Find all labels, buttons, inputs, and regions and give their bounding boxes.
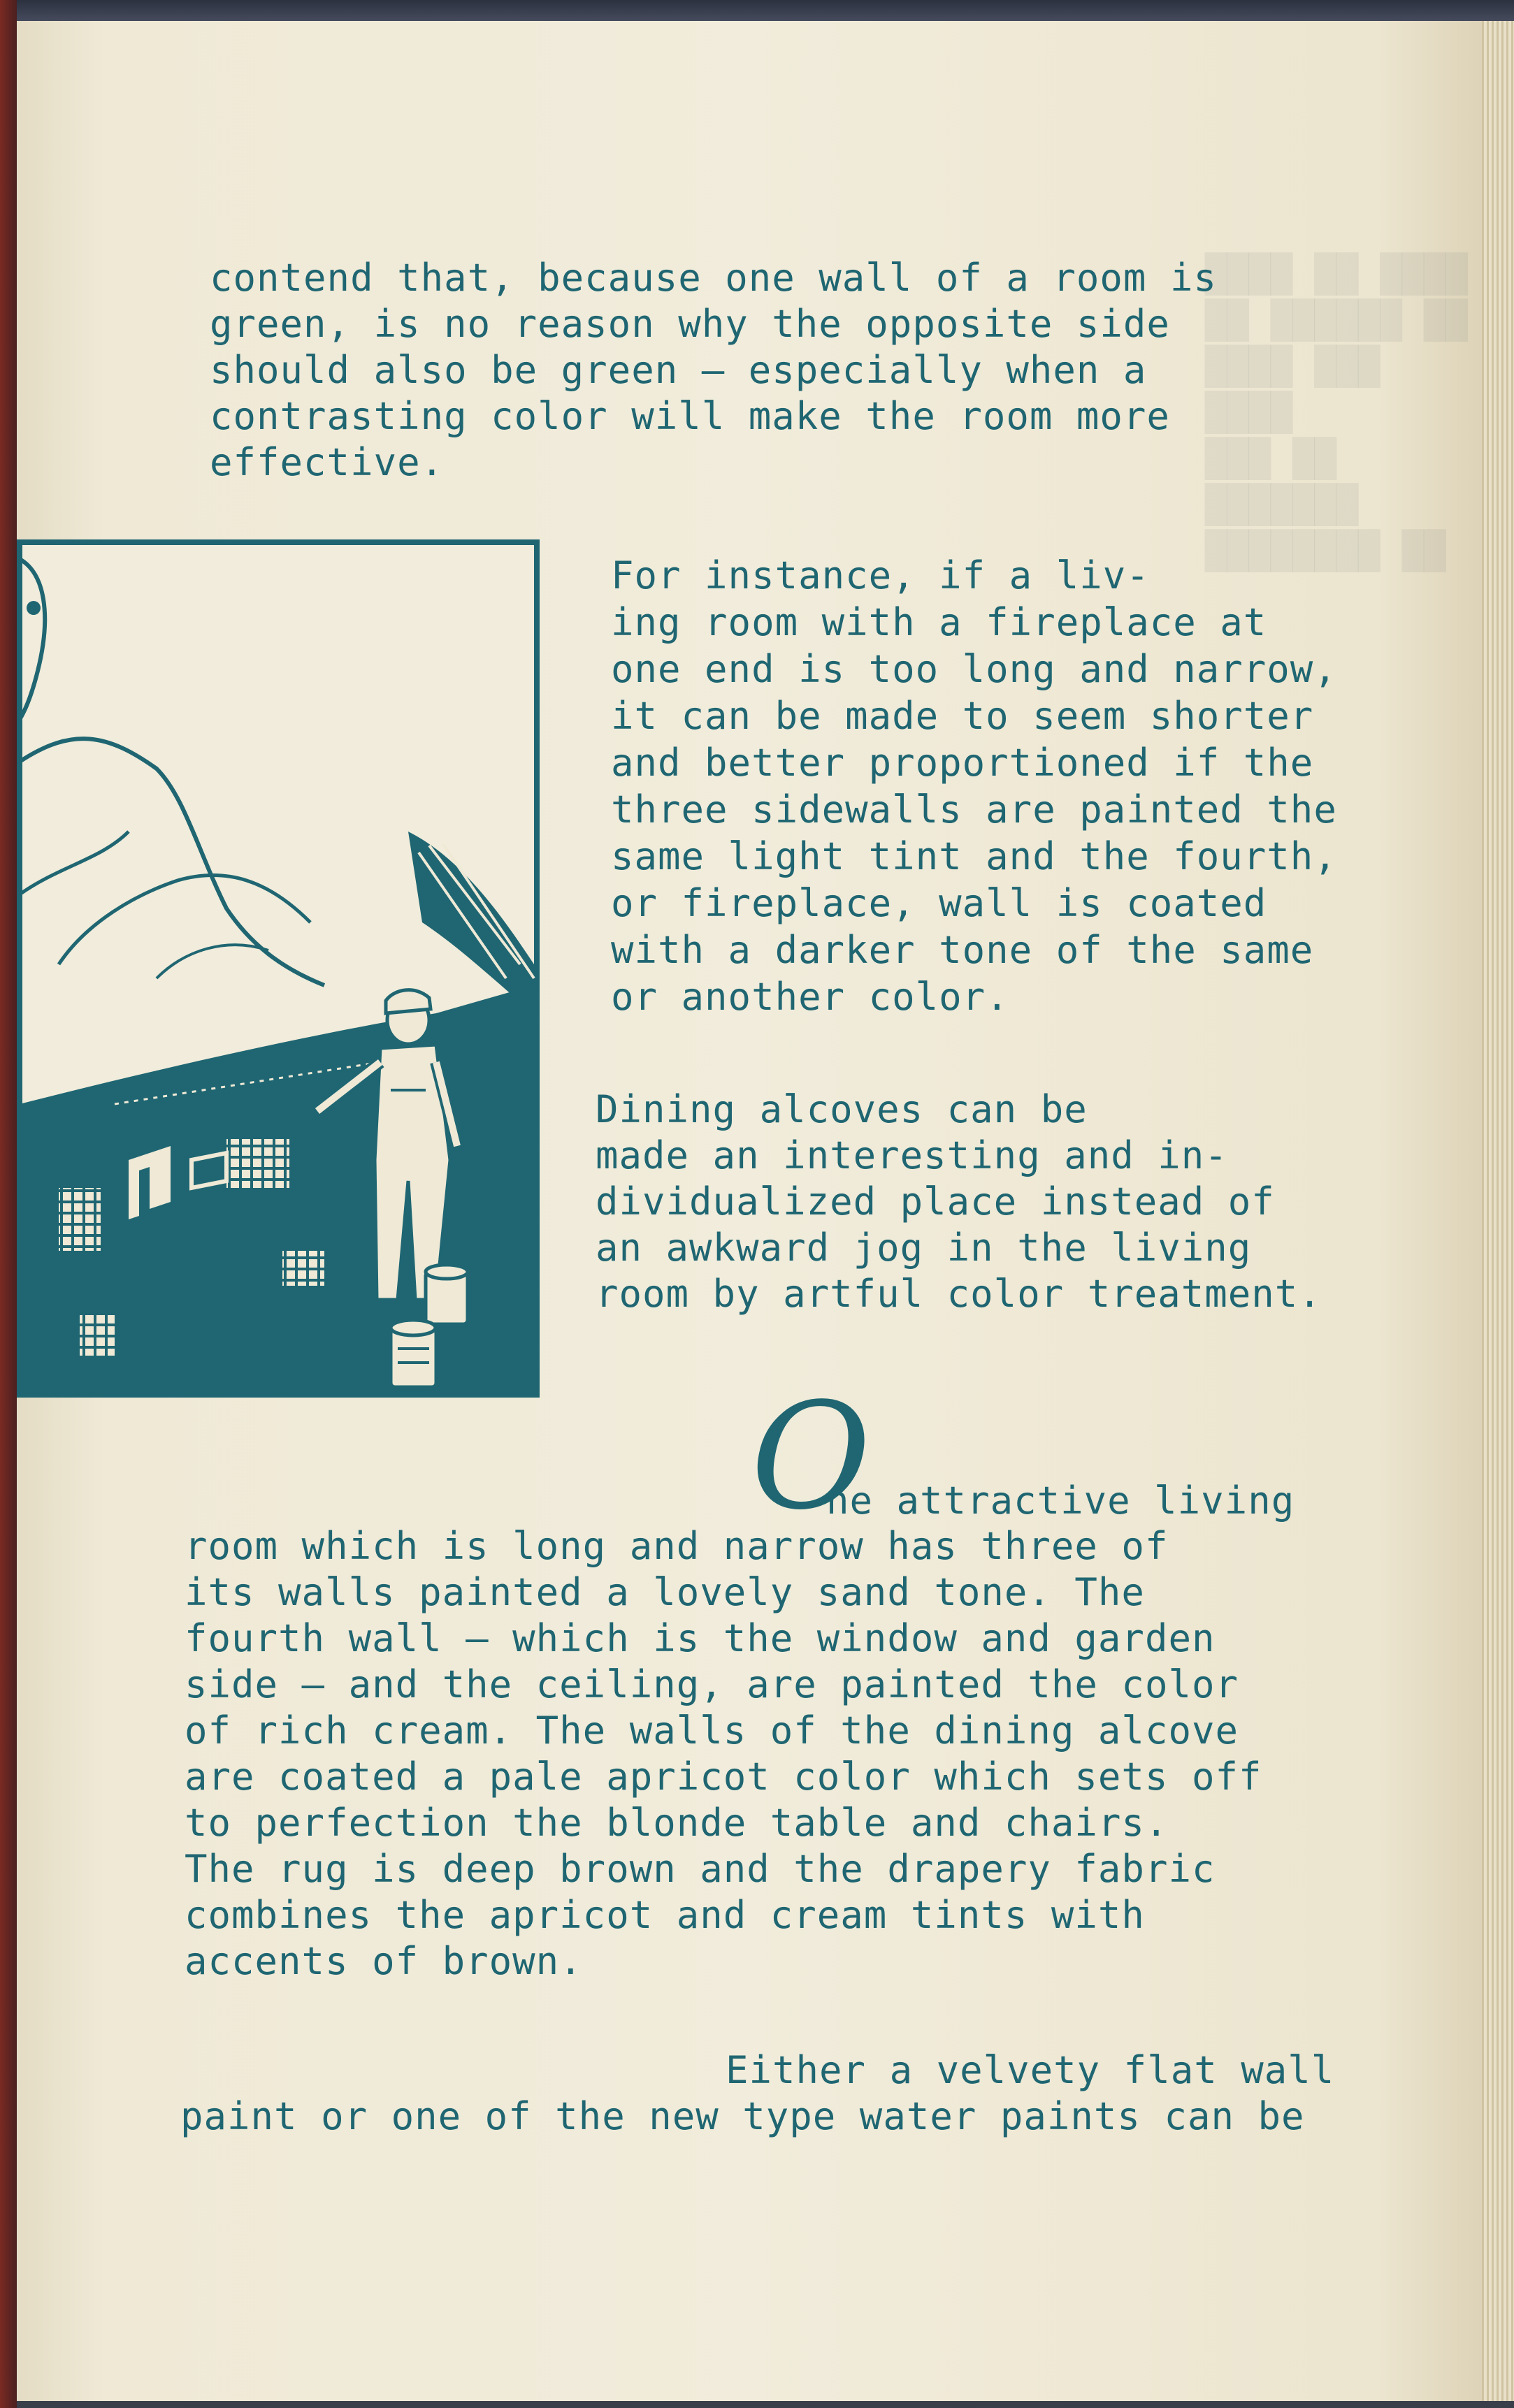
paragraph-either-text: Either a velvety flat wall [726, 2048, 1335, 2092]
paragraph-either [180, 2047, 1334, 2140]
paragraph-either-line2: paint or one of the new type water paints can be [180, 2094, 1305, 2138]
drop-cap: O [751, 1371, 872, 1542]
paragraph-one-attractive: room which is long and narrow has three of its walls painted a lovely sand tone. The fourth wall — which is the window and garden side — and the ceiling, are painted the color of rich cream. The walls of the dining alcove are coated a pale apricot color which sets off to perfection the blonde table and chairs. The rug is deep brown and the drapery fabric combines the apricot and cream tints with accents of brown. [185, 1524, 1262, 1983]
book-cover-top [0, 0, 1514, 21]
painter-illustration [17, 531, 548, 1412]
paragraph-contend: contend that, because one wall of a room is green, is no reason why the opposite side should also be green — especially when a contrasting color will make the room more effective. [210, 256, 1217, 484]
page-edge [1482, 21, 1514, 2401]
paragraph-dining-alcoves: Dining alcoves can be made an interesting and in- dividualized place instead of an awkward jog in the living room by artful color treatment. [596, 1087, 1322, 1316]
book-page [17, 21, 1482, 2401]
paragraph-one-attractive-first-line: ne attractive living [826, 1479, 1295, 1523]
book-spine-edge [0, 0, 17, 2408]
show-through-text: ████ ██ ████ ██ ██████ ██ ████ ███ ████ ███ ██ ███████ ████████ ██ [1205, 254, 1468, 572]
paragraph-for-instance: For instance, if a liv- ing room with a fireplace at one end is too long and narrow, it can be made to seem shorter and better proportioned if the three sidewalls are painted the same light tint and the fourth, or fireplace, wall is coated with a darker tone of the same or another color. [611, 553, 1337, 1019]
